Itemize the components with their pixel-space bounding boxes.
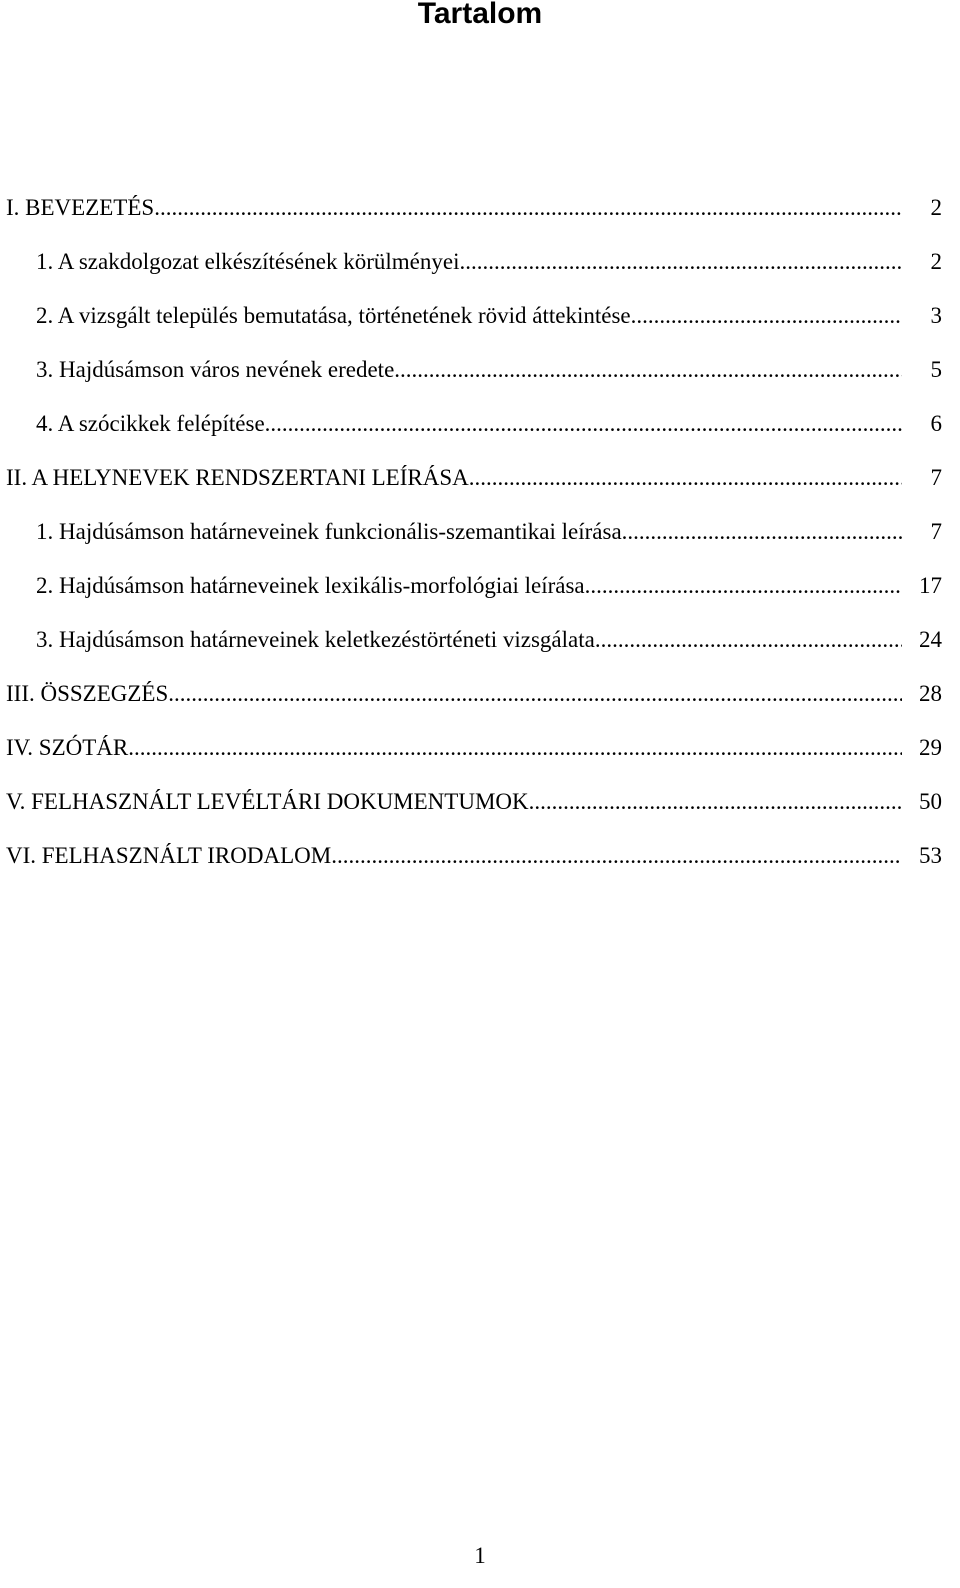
toc-entry-page: 2	[902, 244, 942, 280]
toc-entry-label: 3. Hajdúsámson város nevének eredete	[36, 357, 395, 382]
toc-entry-label: 2. A vizsgált település bemutatása, történetének rövid áttekintése	[36, 303, 631, 328]
toc-entry-text	[6, 838, 908, 874]
toc-entry-label: IV. SZÓTÁR	[6, 735, 129, 760]
toc-entry-text	[36, 298, 908, 334]
toc-entry-page: 7	[902, 460, 942, 496]
toc-entry-page: 53	[902, 838, 942, 874]
toc-entry-text	[36, 244, 908, 280]
toc-entry-text	[6, 730, 908, 766]
toc-entry-text	[36, 514, 908, 550]
toc-entry[interactable]	[0, 838, 960, 892]
toc-entry-label: 1. Hajdúsámson határneveinek funkcionális-szemantikai leírása	[36, 519, 622, 544]
toc-entry[interactable]	[0, 730, 960, 784]
toc-entry[interactable]	[0, 622, 960, 676]
table-of-contents	[0, 190, 960, 892]
toc-entry[interactable]	[0, 514, 960, 568]
toc-entry-label: 2. Hajdúsámson határneveinek lexikális-morfológiai leírása	[36, 573, 585, 598]
page-number: 1	[474, 1543, 486, 1568]
toc-entry-text	[6, 676, 908, 712]
toc-entry[interactable]	[0, 352, 960, 406]
toc-entry-text	[6, 190, 908, 226]
toc-entry-label: 1. A szakdolgozat elkészítésének körülményei	[36, 249, 460, 274]
toc-entry-page: 17	[902, 568, 942, 604]
toc-entry-text	[36, 622, 908, 658]
toc-entry[interactable]	[0, 568, 960, 622]
toc-entry-label: II. A HELYNEVEK RENDSZERTANI LEÍRÁSA	[6, 465, 469, 490]
page-title: Tartalom	[417, 0, 543, 30]
toc-entry-text	[6, 460, 908, 496]
toc-entry[interactable]	[0, 460, 960, 514]
toc-entry-page: 29	[902, 730, 942, 766]
toc-entry-page: 6	[902, 406, 942, 442]
toc-entry-page: 28	[902, 676, 942, 712]
toc-entry-label: 4. A szócikkek felépítése	[36, 411, 265, 436]
toc-entry-text	[6, 784, 908, 820]
toc-entry-label: 3. Hajdúsámson határneveinek keletkezéstörténeti vizsgálata	[36, 627, 595, 652]
toc-entry[interactable]	[0, 676, 960, 730]
toc-entry-label: III. ÖSSZEGZÉS	[6, 681, 169, 706]
toc-entry[interactable]	[0, 784, 960, 838]
toc-entry-label: VI. FELHASZNÁLT IRODALOM	[6, 843, 332, 868]
toc-entry[interactable]	[0, 190, 960, 244]
toc-entry-label: V. FELHASZNÁLT LEVÉLTÁRI DOKUMENTUMOK	[6, 789, 529, 814]
toc-entry-text	[36, 406, 908, 442]
toc-entry-page: 7	[902, 514, 942, 550]
toc-entry[interactable]	[0, 406, 960, 460]
toc-entry-page: 50	[902, 784, 942, 820]
toc-entry-page: 3	[902, 298, 942, 334]
toc-entry-text	[36, 352, 908, 388]
toc-entry[interactable]	[0, 244, 960, 298]
toc-entry-page: 24	[902, 622, 942, 658]
toc-entry[interactable]	[0, 298, 960, 352]
toc-entry-text	[36, 568, 908, 604]
toc-entry-page: 2	[902, 190, 942, 226]
toc-entry-page: 5	[902, 352, 942, 388]
toc-entry-label: I. BEVEZETÉS	[6, 195, 155, 220]
